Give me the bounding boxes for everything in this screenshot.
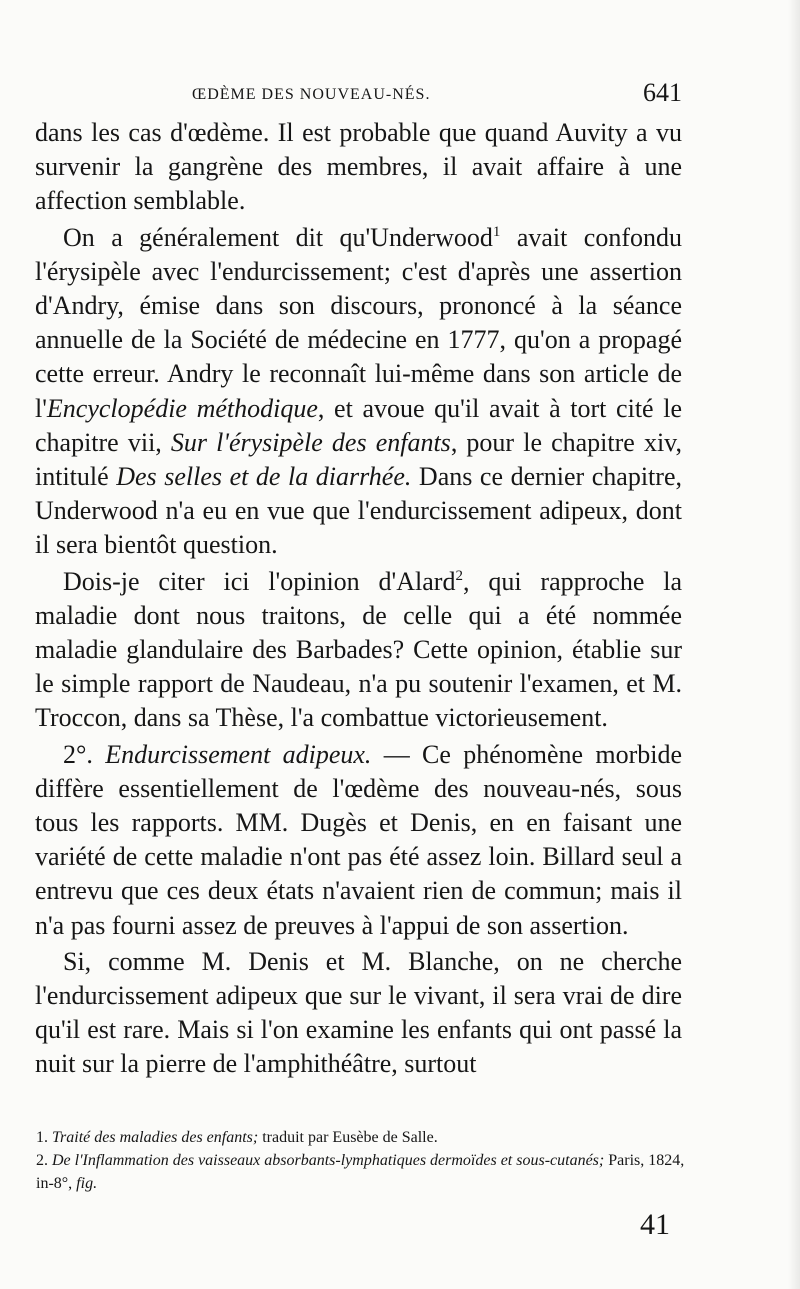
text-run: avait confondu l'érysipèle avec l'endurcissement; c'est d'après une assertion d'Andry, émise dans son discours, prononcé à la séance annuelle de la Société de médecine en 1777, qu'on a propagé cette erreur. Andry le reconnaît lui-même dans son article de l': [35, 222, 682, 423]
footnote-reference: 1: [492, 223, 501, 240]
footnote: [36, 1126, 686, 1149]
running-head: [32, 80, 682, 114]
text-run: Dans ce dernier chapitre, Underwood n'a eu en vue que l'endurcissement adipeux, dont il sera bientôt question.: [35, 462, 682, 560]
paragraph: [35, 738, 682, 943]
italic-text: Endurcissement adipeux.: [105, 739, 372, 769]
text-run: 2.: [36, 1152, 52, 1169]
text-run: On a généralement dit qu'Underwood: [63, 222, 493, 252]
page-edge-shadow: [788, 0, 800, 1289]
text-run: traduit par Eusèbe de Salle.: [258, 1129, 438, 1146]
page-number: 641: [643, 78, 682, 107]
paragraph: [35, 221, 682, 563]
italic-text: Encyclopédie méthodique: [46, 393, 318, 423]
text-run: — Ce phénomène morbide diffère essentiellement de l'œdème des nouveau-nés, sous tous les rapports. MM. Dugès et Denis, en en faisant une variété de cette maladie n'ont pas été assez loin. Billard seul a entrevu que ces deux états n'avaient rien de commun; mais il n'a pas fourni assez de preuves à l'appui de son assertion.: [35, 739, 682, 940]
text-run: , pour le chapitre xiv, intitulé: [35, 427, 682, 492]
paragraph: [35, 565, 682, 736]
italic-text: Sur l'érysipèle des enfants: [170, 427, 451, 457]
footnote: [36, 1149, 686, 1195]
text-run: , qui rapproche la maladie dont nous traitons, de celle qui a été nommée maladie glandulaire des Barbades? Cette opinion, établie sur le simple rapport de Naudeau, n'a pu soutenir l'examen, et M. Troccon, dans sa Thèse, l'a combattue victorieusement.: [35, 566, 682, 733]
running-title: ŒDÈME DES NOUVEAU-NÉS.: [192, 86, 431, 103]
text-run: 1.: [36, 1129, 52, 1146]
body-text: [35, 116, 682, 1082]
footnote-reference: 2: [455, 567, 463, 584]
text-run: 2°.: [63, 739, 106, 769]
text-run: Dois-je citer ici l'opinion d'Alard: [63, 566, 456, 596]
italic-text: fig.: [76, 1175, 98, 1192]
italic-text: De l'Inflammation des vaisseaux absorbants-lymphatiques dermoïdes et sous-cutanés;: [52, 1152, 605, 1169]
paragraph: [35, 116, 682, 219]
signature-mark: 41: [640, 1208, 670, 1241]
italic-text: Traité des maladies des enfants;: [52, 1129, 259, 1146]
text-run: Paris, 1824, in-8°,: [36, 1152, 685, 1192]
footnotes: [36, 1126, 686, 1195]
text-run: dans les cas d'œdème. Il est probable que quand Auvity a vu survenir la gangrène des membres, il avait affaire à une affection semblable.: [35, 118, 682, 216]
paragraph: [35, 945, 682, 1082]
text-run: Si, comme M. Denis et M. Blanche, on ne cherche l'endurcissement adipeux que sur le vivant, il sera vrai de dire qu'il est rare. Mais si l'on examine les enfants qui ont passé la nuit sur la pierre de l'amphithéâtre, surtout: [35, 946, 682, 1079]
italic-text: Des selles et de la diarrhée.: [116, 462, 412, 492]
text-run: , et avoue qu'il avait à tort cité le chapitre vii,: [35, 393, 682, 457]
